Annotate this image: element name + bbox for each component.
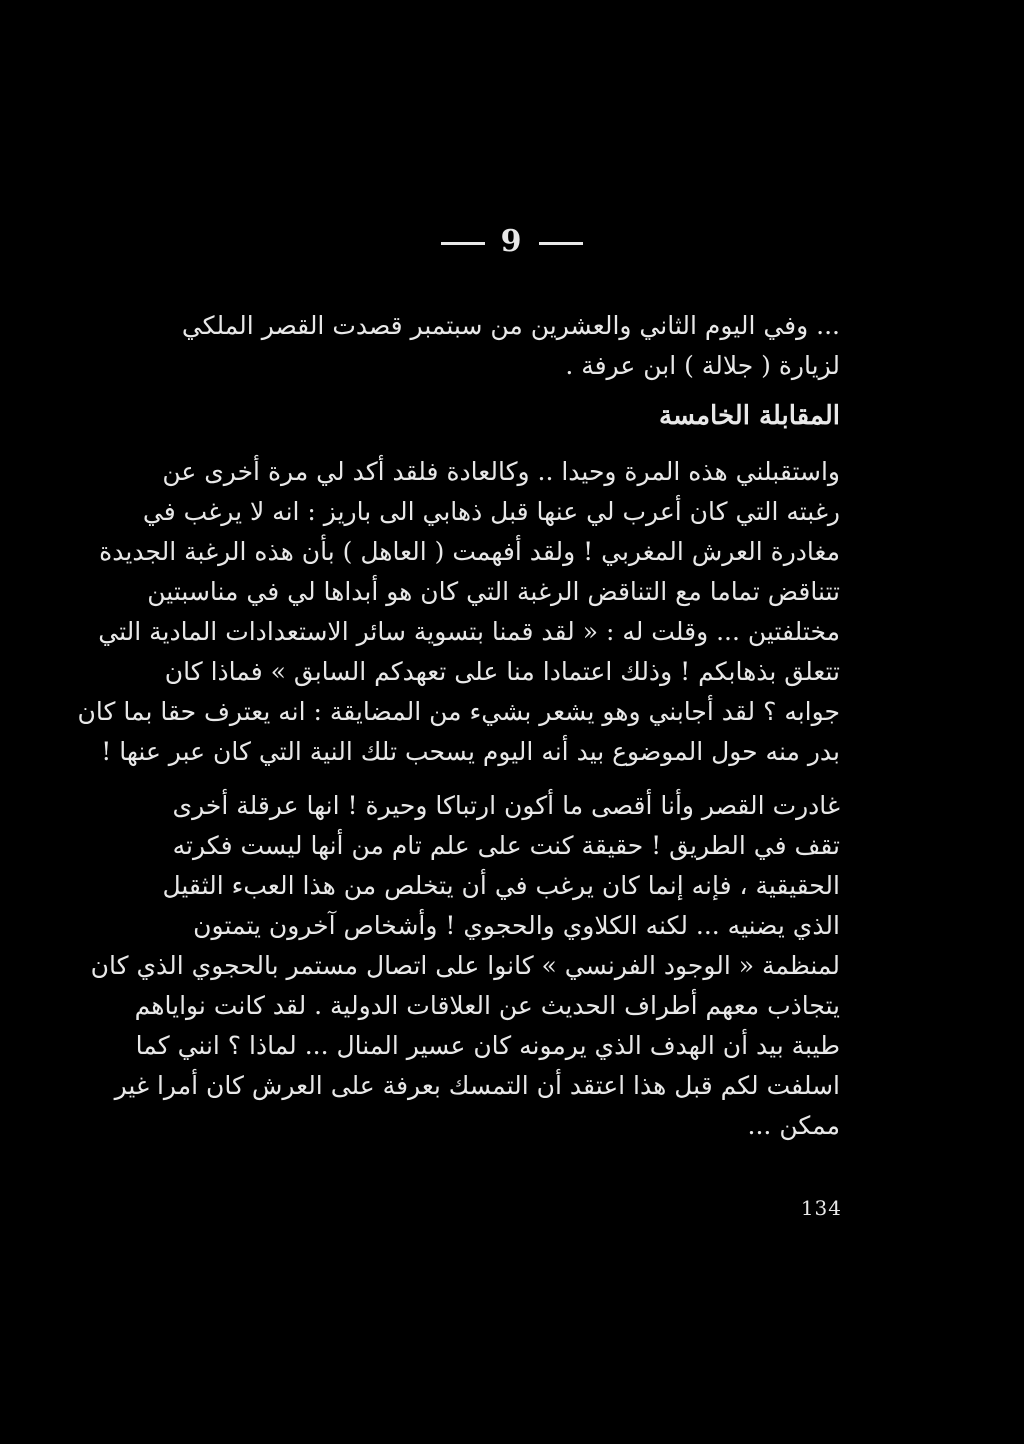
text-line: يتجاذب معهم أطراف الحديث عن العلاقات الدولية . لقد كانت نواياهم	[134, 991, 840, 1020]
text-line: مختلفتين ... وقلت له : « لقد قمنا بتسوية سائر الاستعدادات المادية التي	[98, 617, 840, 646]
text-line: تتعلق بذهابكم ! وذلك اعتمادا منا على تعهدكم السابق » فماذا كان	[164, 657, 840, 686]
text-line: واستقبلني هذه المرة وحيدا .. وكالعادة فلقد أكد لي مرة أخرى عن	[162, 457, 840, 486]
text-line: لمنظمة « الوجود الفرنسي » كانوا على اتصال مستمر بالحجوي الذي كان	[90, 951, 840, 980]
paragraph-2	[90, 786, 840, 1146]
page-number: 134	[800, 1196, 842, 1220]
chapter-number: 9	[500, 224, 524, 259]
text-line: ... وفي اليوم الثاني والعشرين من سبتمبر قصدت القصر الملكي	[181, 311, 840, 340]
text-line: لزيارة ( جلالة ) ابن عرفة .	[565, 351, 840, 380]
text-line: رغبته التي كان أعرب لي عنها قبل ذهابي الى باريز : انه لا يرغب في	[142, 497, 840, 526]
chapter-header	[0, 222, 1024, 262]
text-line: غادرت القصر وأنا أقصى ما أكون ارتباكا وحيرة ! انها عرقلة أخرى	[172, 791, 840, 820]
right-dash	[539, 242, 583, 245]
left-dash	[441, 242, 485, 245]
text-line: ممكن ...	[747, 1111, 840, 1140]
text-line: مغادرة العرش المغربي ! ولقد أفهمت ( العاهل ) بأن هذه الرغبة الجديدة	[99, 537, 840, 566]
text-line: جوابه ؟ لقد أجابني وهو يشعر بشيء من المضايقة : انه يعترف حقا بما كان	[77, 697, 840, 726]
section-heading: المقابلة الخامسة	[659, 401, 840, 431]
text-line: تقف في الطريق ! حقيقة كنت على علم تام من أنها ليست فكرته	[172, 831, 840, 860]
text-line: الذي يضنيه ... لكنه الكلاوي والحجوي ! وأشخاص آخرون يتمتون	[193, 911, 840, 940]
text-line: اسلفت لكم قبل هذا اعتقد أن التمسك بعرفة على العرش كان أمرا غير	[114, 1071, 840, 1100]
intro-paragraph	[164, 306, 840, 386]
text-line: الحقيقية ، فإنه إنما كان يرغب في أن يتخلص من هذا العبء الثقيل	[162, 871, 840, 900]
text-line: تتناقض تماما مع التناقض الرغبة التي كان هو أبداها لي في مناسبتين	[147, 577, 840, 606]
text-line: بدر منه حول الموضوع بيد أنه اليوم يسحب تلك النية التي كان عبر عنها !	[101, 737, 840, 766]
text-line: طيبة بيد أن الهدف الذي يرمونه كان عسير المنال ... لماذا ؟ انني كما	[135, 1031, 840, 1060]
paragraph-1	[77, 452, 840, 772]
